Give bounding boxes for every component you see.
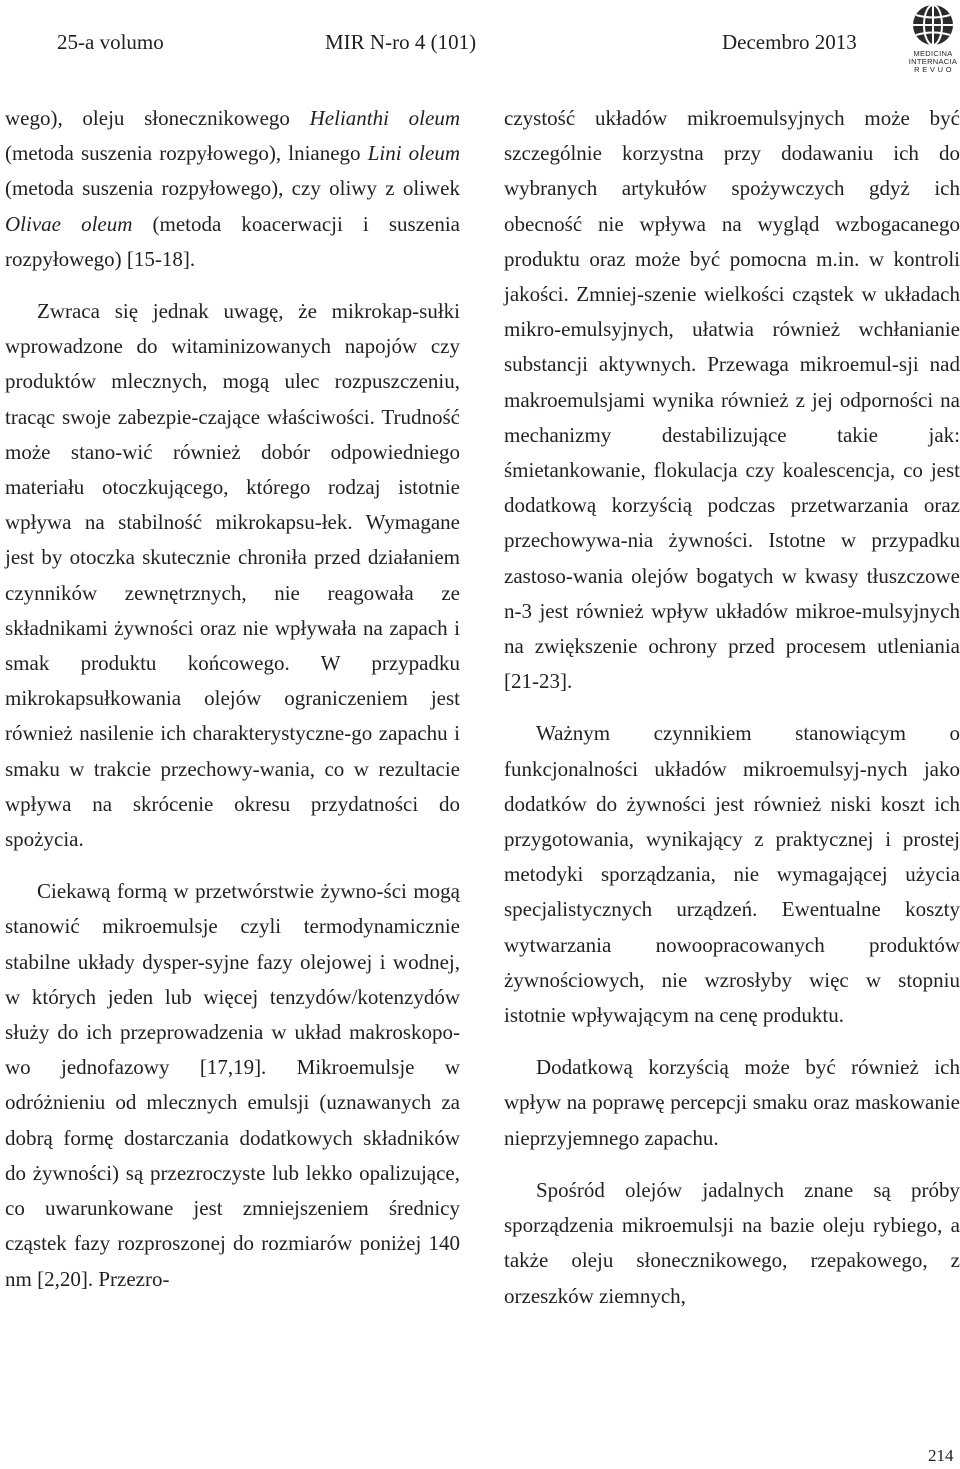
text-run: (metoda suszenia rozpyłowego), lnianego [5, 141, 368, 166]
header-volume: 25-a volumo [57, 30, 164, 54]
right-column [504, 101, 960, 1314]
left-paragraph-2: Zwraca się jednak uwagę, że mikrokap-sułki wprowadzone do witaminizowanych napojów czy produktów mlecznych, mogą ulec rozpuszczeniu, tracąc swoje zabezpie-czające właściwości. Trudność może stano-wić również dobór odpowiedniego materiału otoczkującego, którego rodzaj istotnie wpływa na stabilność mikrokapsu-łek. Wymagane jest by otoczka skutecznie chroniła przed działaniem czynników zewnętrznych, nie reagowała ze składnikami żywności oraz nie wpływała na zapach i smak produktu końcowego. W przypadku mikrokapsułkowania olejów ograniczeniem jest również nasilenie ich charakterystyczne-go zapachu i smaku w trakcie przechowy-wania, co w rezultacie wpływa na skrócenie okresu przydatności do spożycia. [5, 299, 460, 852]
left-column [5, 101, 460, 1297]
header-date: Decembro 2013 [722, 30, 857, 54]
right-paragraph-4: Spośród olejów jadalnych znane są próby sporządzenia mikroemulsji na bazie oleju rybiego, a także oleju słonecznikowego, rzepakowego, z orzeszków ziemnych, [504, 1177, 960, 1308]
right-paragraph-1: czystość układów mikroemulsyjnych może być szczególnie korzystna przy dodawaniu ich do wybranych artykułów spożywczych gdyż ich obecność nie wpływa na wygląd wzbogacanego produktu oraz może być pomocna m.in. w kontroli jakości. Zmniej-szenie wielkości cząstek w układach mikro-emulsyjnych, ułatwia również wchłanianie substancji aktywnych. Przewaga mikroemul-sji nad makroemulsjami wynika również z jej odporności na mechanizmy destabilizujące takie jak: śmietankowanie, flokulacja czy koalescencja, co jest dodatkową korzyścią podczas przetwarzania oraz przechowywa-nia żywności. Istotne w przypadku zastoso-wania olejów bogatych w kwasy tłuszczowe n-3 jest również wpływ układów mikroe-mulsyjnych na zwiększenie ochrony przed procesem utleniania [21-23]. [504, 106, 960, 694]
right-paragraph-2: Ważnym czynnikiem stanowiącym o funkcjonalności układów mikroemulsyj-nych jako dodatków do żywności jest również niski koszt ich przygotowania, wynikający z praktycznej i prostej metodyki sporządzania, nie wymagającej użycia specjalistycznych urządzeń. Ewentualne koszty wytwarzania nowoopracowanych produktów żywnościowych, nie wzrosłyby więc w stopniu istotnie wpływającym na cenę produktu. [504, 721, 960, 1028]
text-run: (metoda suszenia rozpyłowego), czy oliwy z oliwek [5, 176, 460, 201]
latin-name: Lini oleum [367, 141, 460, 166]
logo-text-line1: MEDICINA [913, 50, 953, 58]
text-run: (metoda koacerwacji i suszenia rozpyłowego) [15-18]. [5, 211, 461, 271]
logo-text-line3: R E V U O [914, 66, 952, 74]
page-header [0, 0, 960, 80]
text-run: wego), oleju słonecznikowego [5, 106, 310, 130]
left-paragraph-1 [5, 101, 460, 277]
right-paragraph-3: Dodatkową korzyścią może być również ich wpływ na poprawę percepcji smaku oraz maskowanie nieprzyjemnego zapachu. [504, 1055, 960, 1150]
journal-logo [906, 3, 960, 73]
latin-name: Helianthi oleum [309, 106, 460, 130]
latin-name: Olivae oleum [5, 211, 133, 236]
page-number: 214 [928, 1446, 954, 1465]
logo-text-line2: INTERNACIA [908, 58, 958, 66]
header-journal-issue: MIR N-ro 4 (101) [325, 30, 477, 54]
left-paragraph-3: Ciekawą formą w przetwórstwie żywno-ści mogą stanowić mikroemulsje czyli termodynamicznie stabilne układy dysper-syjne fazy olejowej i wodnej, w których jeden lub więcej tenzydów/kotenzydów służy do ich przeprowadzenia w układ makroskopo-wo jednofazowy [17,19]. Mikroemulsje w odróżnieniu od mlecznych emulsji (uznawanych za dobrą formę dostarczania dodatkowych składników do żywności) są przezroczyste lub lekko opalizujące, co uwarunkowane jest zmniejszeniem średnicy cząstek fazy rozproszonej do rozmiarów poniżej 140 nm [2,20]. Przezro- [5, 879, 460, 1291]
globe-logo-icon [911, 3, 955, 47]
